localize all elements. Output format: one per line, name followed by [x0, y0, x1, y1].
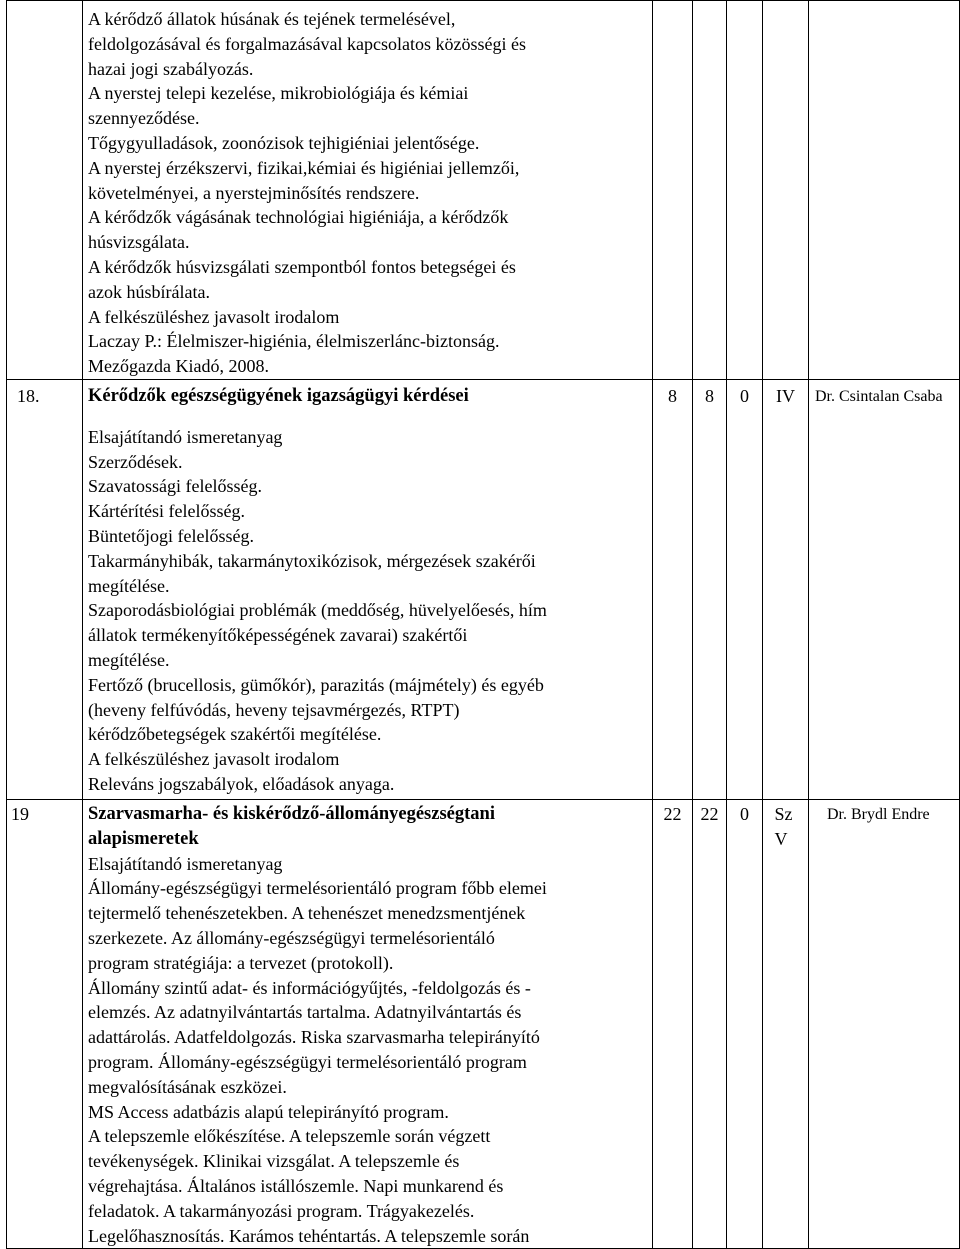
content-line: szerkezete. Az állomány-egészségügyi termelésorientáló [88, 927, 495, 948]
content-line: A telepszemle előkészítése. A telepszemle során végzett [88, 1126, 491, 1147]
content-line: végrehajtása. Általános istállószemle. Napi munkarend és [88, 1175, 504, 1196]
content-line: A nyerstej érzékszervi, fizikai,kémiai és higiéniai jellemzői, [88, 157, 520, 178]
content-line: megvalósításának eszközei. [88, 1076, 287, 1097]
content-line: A felkészüléshez javasolt irodalom [88, 306, 340, 327]
content-line: Elsajátítandó ismeretanyag [88, 426, 283, 447]
lecturer-name [809, 799, 960, 1248]
practice-hours: 8 [693, 379, 727, 799]
content-line: tevékenységek. Klinikai vizsgálat. A telepszemle és [88, 1151, 460, 1172]
content-line: Állomány-egészségügyi termelésorientáló program főbb elemei [88, 878, 547, 899]
row-number-cell [7, 1, 83, 380]
topic-title: alapismeretek [88, 828, 199, 849]
content-line: Legelőhasznosítás. Karámos tehéntartás. A telepszemle során [88, 1225, 530, 1246]
curriculum-table [6, 0, 960, 1249]
row-number-cell: 19 [7, 799, 83, 1248]
lecturer-text: Dr. Csintalan Csaba [815, 387, 943, 405]
term-label [763, 799, 809, 1248]
content-line: követelményei, a nyerstejminősítés rendszere. [88, 182, 420, 203]
content-line: A kérődző állatok húsának és tejének termelésével, [88, 9, 456, 29]
content-line: állatok termékenyítőképességének zavarai) szakértői [88, 625, 468, 646]
hours-cell [653, 1, 693, 380]
lab-hours: 0 [727, 379, 763, 799]
lecturer-cell [809, 1, 960, 380]
content-line: adattárolás. Adatfeldolgozás. Riska szarvasmarha telepirányító [88, 1027, 540, 1048]
content-line: tejtermelő tehenészetekben. A tehenészet menedzsmentjének [88, 903, 526, 924]
table-row [7, 1, 960, 380]
content-line: Takarmányhibák, takarmánytoxikózisok, mérgezések szakérői [88, 550, 536, 571]
term-cell [763, 1, 809, 380]
topic-title: Szarvasmarha- és kiskérődző-állományegészségtani [88, 803, 495, 824]
content-line: szennyeződése. [88, 108, 200, 129]
content-line: MS Access adatbázis alapú telepirányító program. [88, 1101, 449, 1122]
content-line: Szaporodásbiológiai problémák (meddőség, hüvelyelőesés, hím [88, 600, 547, 621]
content-line: feldolgozásával és forgalmazásával kapcsolatos közösségi és [88, 33, 527, 54]
practice-hours: 22 [693, 799, 727, 1248]
content-line: megítélése. [88, 575, 170, 596]
hours-cell [727, 1, 763, 380]
content-line: Mezőgazda Kiadó, 2008. [88, 356, 269, 377]
content-line: Kártérítési felelősség. [88, 501, 245, 522]
topic-content-cell [83, 799, 653, 1248]
content-line: A kérődzők húsvizsgálati szempontból fontos betegségei és [88, 256, 516, 277]
content-line: (heveny felfúvódás, heveny tejsavmérgezés, RTPT) [88, 699, 460, 720]
content-line: Állomány szintű adat- és információgyűjtés, -feldolgozás és - [88, 977, 531, 998]
content-line: A felkészüléshez javasolt irodalom [88, 749, 340, 770]
row-number-cell: 18. [7, 379, 83, 799]
topic-content-cell [83, 379, 653, 799]
lecture-hours: 22 [653, 799, 693, 1248]
content-line: Büntetőjogi felelősség. [88, 525, 254, 546]
content-line: Elsajátítandó ismeretanyag [88, 853, 283, 874]
content-line: elemzés. Az adatnyilvántartás tartalma. Adatnyilvántartás és [88, 1002, 522, 1023]
content-line: Szavatossági felelősség. [88, 476, 262, 497]
content-line: hazai jogi szabályozás. [88, 58, 254, 79]
term-label: IV [763, 379, 809, 799]
topic-content-cell [83, 1, 653, 380]
content-line: program. Állomány-egészségügyi termelésorientáló program [88, 1051, 527, 1072]
lecture-hours: 8 [653, 379, 693, 799]
term-text: Sz V [774, 803, 793, 849]
table-row [7, 799, 960, 1248]
content-line: azok húsbírálata. [88, 281, 210, 302]
content-line: A kérődzők vágásának technológiai higiéniája, a kérődzők [88, 207, 509, 228]
content-line: feladatok. A takarmányozási program. Trágyakezelés. [88, 1200, 475, 1221]
content-line: Laczay P.: Élelmiszer-higiénia, élelmiszerlánc-biztonság. [88, 331, 500, 352]
content-line: Szerződések. [88, 451, 183, 472]
content-line: Releváns jogszabályok, előadások anyaga. [88, 773, 395, 794]
content-line: húsvizsgálata. [88, 232, 190, 253]
lab-hours: 0 [727, 799, 763, 1248]
lecturer-text: Dr. Brydl Endre [827, 805, 930, 823]
table-row [7, 379, 960, 799]
content-line: Tőgygyulladások, zoonózisok tejhigiéniai jelentősége. [88, 132, 480, 153]
topic-title: Kérődzők egészségügyének igazságügyi kérdései [88, 385, 469, 406]
hours-cell [693, 1, 727, 380]
content-line: A nyerstej telepi kezelése, mikrobiológiája és kémiai [88, 83, 469, 104]
content-line: megítélése. [88, 649, 170, 670]
content-line: Fertőző (brucellosis, gümőkór), parazitás (májmétely) és egyéb [88, 674, 544, 695]
lecturer-name [809, 379, 960, 799]
content-line: program stratégiája: a tervezet (protokoll). [88, 952, 394, 973]
content-line: kérődzőbetegségek szakértői megítélése. [88, 724, 382, 745]
